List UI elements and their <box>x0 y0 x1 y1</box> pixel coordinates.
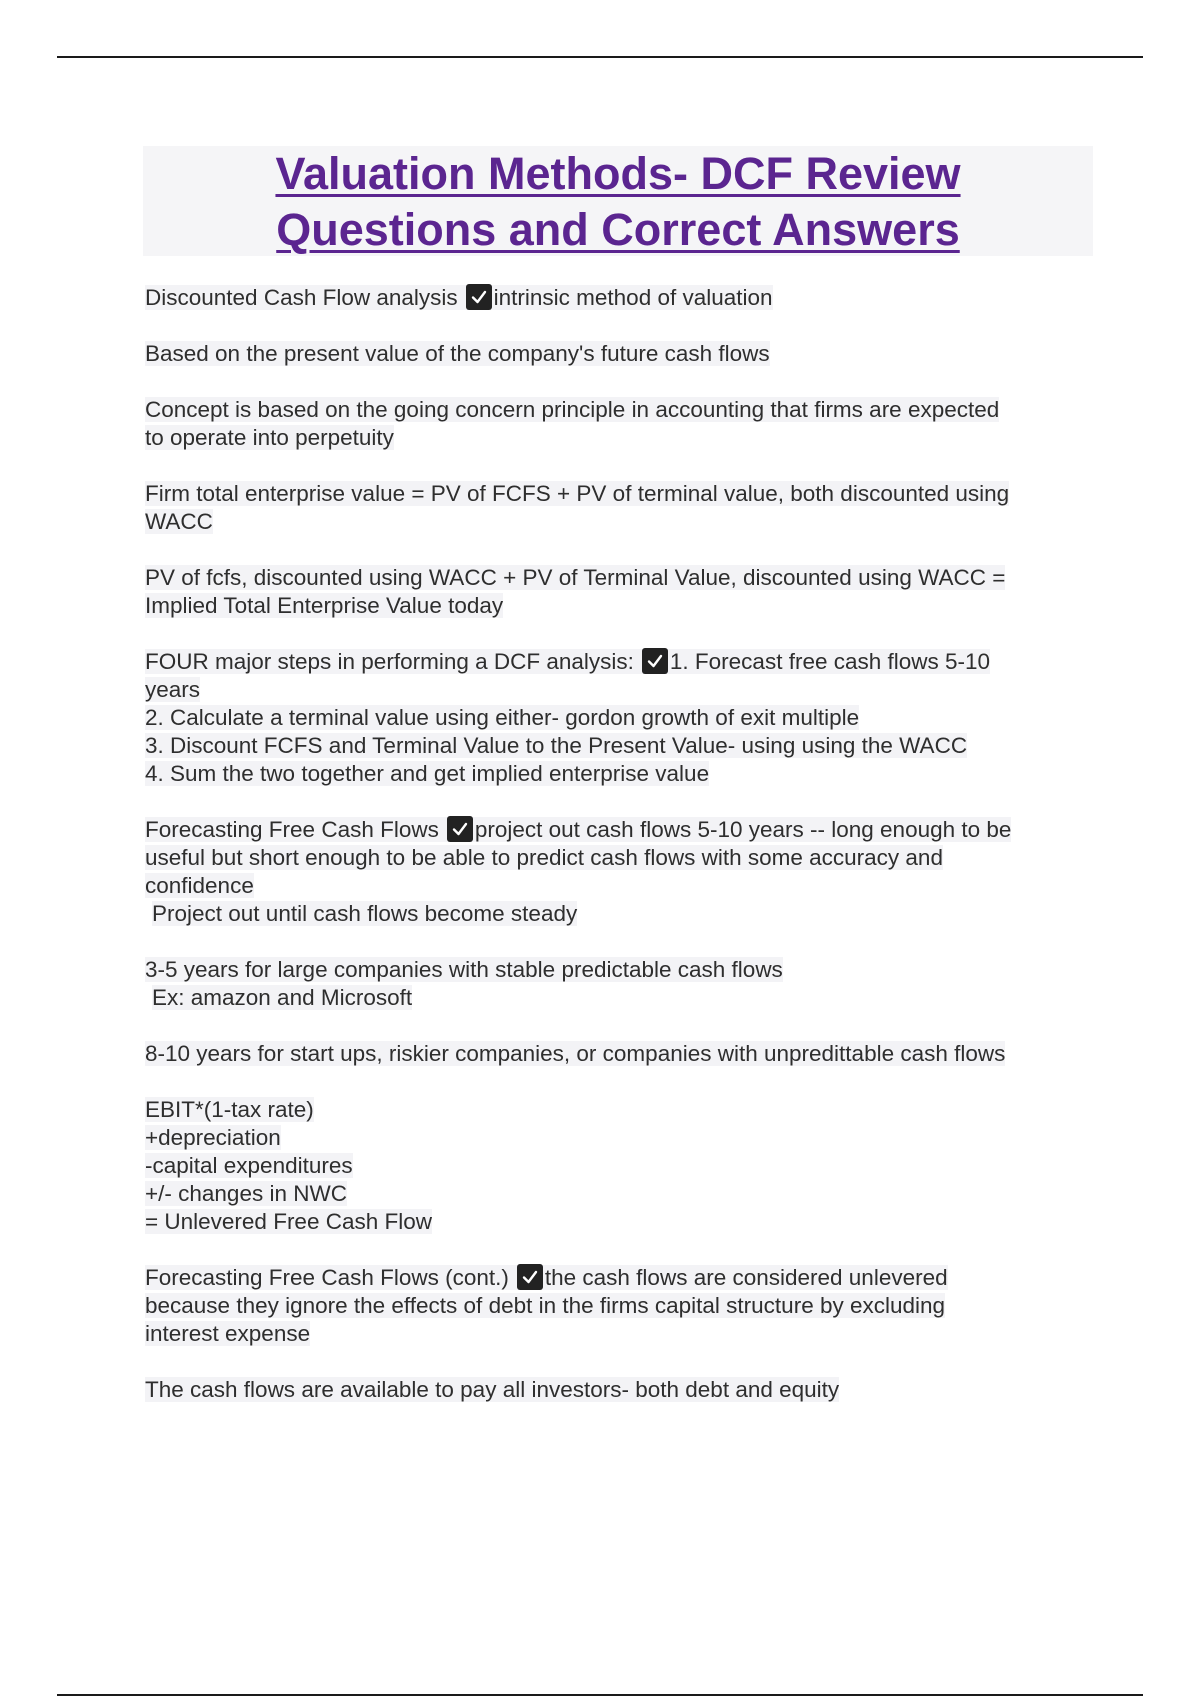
qa-entry <box>145 648 1085 788</box>
qa-entry <box>145 1040 1085 1068</box>
question-text: FOUR major steps in performing a DCF analysis: <box>145 649 634 674</box>
qa-entry <box>145 564 1085 620</box>
qa-line: 2. Calculate a terminal value using either- gordon growth of exit multiple <box>145 705 860 730</box>
qa-entry <box>145 480 1085 536</box>
qa-line: Ex: amazon and Microsoft <box>152 985 413 1010</box>
qa-line: -capital expenditures <box>145 1153 353 1178</box>
qa-entry <box>145 816 1085 928</box>
qa-entry <box>145 1264 1085 1348</box>
qa-line: 8-10 years for start ups, riskier companies, or companies with unpredittable cash flows <box>145 1041 1006 1066</box>
header-rule <box>57 56 1143 58</box>
qa-line: Project out until cash flows become steady <box>152 901 578 926</box>
question-text: Discounted Cash Flow analysis <box>145 285 458 310</box>
qa-line: PV of fcfs, discounted using WACC + PV of Terminal Value, discounted using WACC = <box>145 565 1006 590</box>
check-icon <box>447 816 473 842</box>
qa-entry <box>145 1376 1085 1404</box>
qa-content <box>145 284 1085 1432</box>
question-text: Forecasting Free Cash Flows <box>145 817 439 842</box>
answer-text: project out cash flows 5-10 years -- long enough to be <box>474 817 1012 842</box>
check-icon <box>642 648 668 674</box>
qa-line <box>145 1264 1085 1292</box>
qa-entry <box>145 284 1085 312</box>
footer-rule <box>57 1694 1143 1696</box>
qa-line: to operate into perpetuity <box>145 425 394 450</box>
qa-line <box>145 648 1085 676</box>
qa-entry <box>145 956 1085 1012</box>
qa-line: because they ignore the effects of debt in the firms capital structure by excluding <box>145 1293 946 1318</box>
qa-line: 3. Discount FCFS and Terminal Value to the Present Value- using using the WACC <box>145 733 968 758</box>
qa-line: Concept is based on the going concern principle in accounting that firms are expected <box>145 397 1000 422</box>
qa-line: Firm total enterprise value = PV of FCFS + PV of terminal value, both discounted using <box>145 481 1010 506</box>
qa-line: years <box>145 677 201 702</box>
qa-line <box>145 816 1085 844</box>
qa-line: The cash flows are available to pay all investors- both debt and equity <box>145 1377 840 1402</box>
qa-line: interest expense <box>145 1321 311 1346</box>
qa-line: Based on the present value of the company's future cash flows <box>145 341 770 366</box>
qa-entry <box>145 1096 1085 1236</box>
page-title-line-1: Valuation Methods- DCF Review <box>275 148 961 199</box>
qa-line: = Unlevered Free Cash Flow <box>145 1209 432 1234</box>
check-icon <box>466 284 492 310</box>
answer-text: 1. Forecast free cash flows 5-10 <box>669 649 991 674</box>
title-banner <box>143 146 1093 256</box>
qa-line: confidence <box>145 873 254 898</box>
answer-text: intrinsic method of valuation <box>493 285 773 310</box>
qa-entry <box>145 396 1085 452</box>
qa-line: WACC <box>145 509 213 534</box>
qa-line: +/- changes in NWC <box>145 1181 347 1206</box>
check-icon <box>517 1264 543 1290</box>
qa-line: 4. Sum the two together and get implied enterprise value <box>145 761 710 786</box>
page-title-line-2: Questions and Correct Answers <box>276 204 960 255</box>
question-text: Forecasting Free Cash Flows (cont.) <box>145 1265 509 1290</box>
qa-line: EBIT*(1-tax rate) <box>145 1097 314 1122</box>
qa-line: 3-5 years for large companies with stable predictable cash flows <box>145 957 783 982</box>
qa-line: Implied Total Enterprise Value today <box>145 593 504 618</box>
answer-text: the cash flows are considered unlevered <box>544 1265 948 1290</box>
qa-line: +depreciation <box>145 1125 281 1150</box>
qa-entry <box>145 340 1085 368</box>
qa-line <box>145 284 1085 312</box>
qa-line: useful but short enough to be able to predict cash flows with some accuracy and <box>145 845 943 870</box>
